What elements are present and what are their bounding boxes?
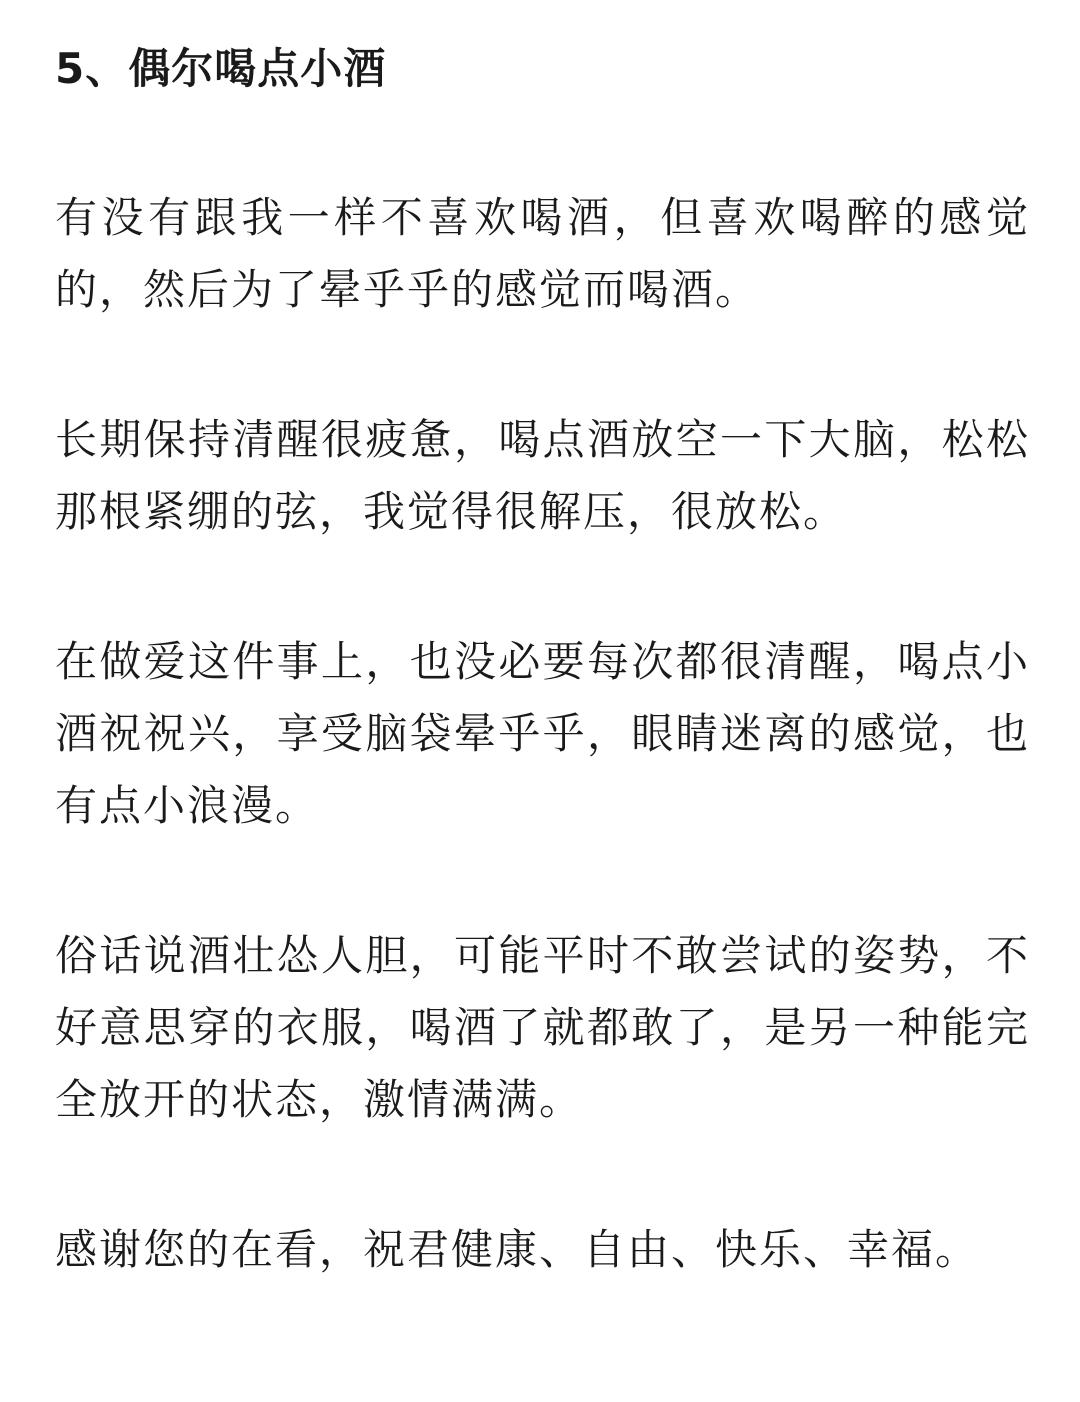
paragraph-3: 在做爱这件事上，也没必要每次都很清醒，喝点小酒祝祝兴，享受脑袋晕乎乎，眼睛迷离的感觉，也有点小浪漫。 [55, 637, 1030, 830]
paragraph-4: 俗话说酒壮怂人胆，可能平时不敢尝试的姿势，不好意思穿的衣服，喝酒了就都敢了，是另一种能完全放开的状态，激情满满。 [55, 931, 1030, 1124]
article-body [55, 36, 1030, 1286]
closing-paragraph: 感谢您的在看，祝君健康、自由、快乐、幸福。 [55, 1225, 980, 1274]
paragraph-1: 有没有跟我一样不喜欢喝酒，但喜欢喝醉的感觉的，然后为了晕乎乎的感觉而喝酒。 [55, 193, 1030, 314]
paragraph-2: 长期保持清醒很疲惫，喝点酒放空一下大脑，松松那根紧绷的弦，我觉得很解压，很放松。 [55, 415, 1030, 536]
section-heading: 5、偶尔喝点小酒 [55, 44, 387, 93]
